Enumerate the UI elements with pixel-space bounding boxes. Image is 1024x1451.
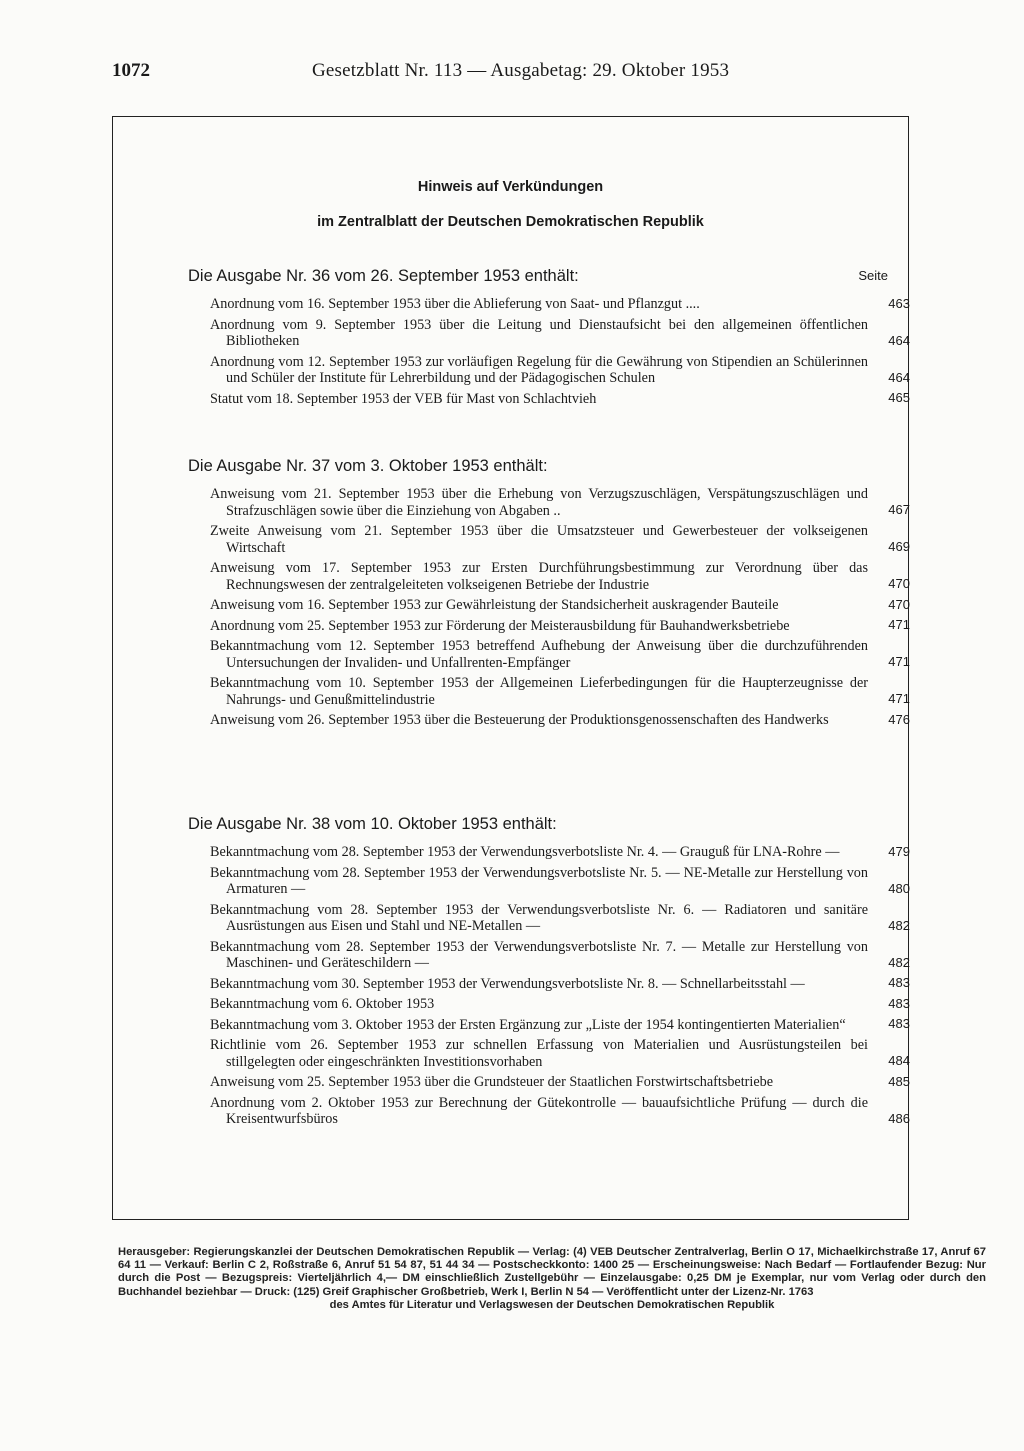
list-item [210,1094,910,1128]
entry-text: Anordnung vom 12. September 1953 zur vorläufigen Regelung für die Gewährung von Stipendien an Schülerinnen und Schüler der Institute für Lehrerbildung und der Pädagogischen Schulen [210,353,868,386]
entry-page: 484 [888,1053,910,1068]
list-item [210,596,910,614]
entry-page: 467 [888,502,910,517]
entry-page: 470 [888,596,910,612]
entry-page: 476 [888,711,910,727]
entry-page: 485 [888,1073,910,1089]
entry-text: Anordnung vom 16. September 1953 über die Ablieferung von Saat- und Pflanzgut .... [210,296,700,312]
imprint [118,1246,986,1312]
issue-heading: Die Ausgabe Nr. 37 vom 3. Oktober 1953 enthält: [188,457,548,475]
entry-page: 483 [888,1016,910,1031]
entry-text: Anordnung vom 9. September 1953 über die Leitung und Dienstaufsicht bei den allgemeinen öffentlichen Bibliotheken [210,316,868,349]
entry-page: 471 [888,654,910,669]
running-head [112,60,902,88]
entry-list [188,295,910,407]
entry-text: Bekanntmachung vom 28. September 1953 der Verwendungsverbotsliste Nr. 4. — Grauguß für LNA-Rohre — [210,844,840,860]
list-item [210,995,910,1013]
entry-page: 465 [888,390,910,405]
list-item [210,1037,910,1070]
list-item [210,1016,910,1034]
entry-text: Anweisung vom 21. September 1953 über die Erhebung von Verzugszuschlägen, Verspätungszuschlägen und Strafzuschlägen sowie über die Einziehung von Abgaben .. [210,486,868,519]
entry-text: Bekanntmachung vom 6. Oktober 1953 [210,996,435,1012]
entry-text: Bekanntmachung vom 10. September 1953 der Allgemeinen Lieferbedingungen für die Haupterzeugnisse der Nahrungs- und Genußmittelindustrie [210,675,868,708]
list-item [210,975,910,993]
entry-text: Anordnung vom 2. Oktober 1953 zur Berechnung der Gütekontrolle — bauaufsichtliche Prüfung — durch die Kreisentwurfsbüros [210,1094,868,1127]
entry-text: Anweisung vom 26. September 1953 über die Besteuerung der Produktionsgenossenschaften des Handwerks [210,712,829,728]
list-item [210,1073,910,1091]
entry-text: Zweite Anweisung vom 21. September 1953 über die Umsatzsteuer und Gewerbesteuer der volkseigenen Wirtschaft [210,523,868,556]
entry-text: Anordnung vom 25. September 1953 zur Förderung der Meisterausbildung für Bauhandwerksbetriebe [210,617,790,634]
list-item [210,843,910,861]
notice-title: Hinweis auf Verkündungen [417,179,604,195]
list-item [210,316,910,350]
notice-subtitle: im Zentralblatt der Deutschen Demokratischen Republik [317,214,704,230]
entry-page: 482 [888,954,910,970]
page-number: 1072 [112,60,150,81]
list-item [210,617,910,635]
entry-page: 471 [888,691,910,706]
entry-list [188,486,910,729]
entry-page: 464 [888,332,910,348]
list-item [210,938,910,972]
running-head-title: Gesetzblatt Nr. 113 — Ausgabetag: 29. Oktober 1953 [312,60,730,81]
list-item [210,295,910,313]
list-item [210,675,910,708]
imprint-text: Herausgeber: Regierungskanzlei der Deutschen Demokratischen Republik — Verlag: (4) VEB Deutscher Zentralverlag, Berlin O 17, Michaelkirchstraße 17, Anruf 67 64 11 — Verkauf: Berlin C 2, Roßstraße 6, Anruf 51 54 87, 51 44 34 — Postscheckkonto: 1400 25 — Erscheinungsweise: Nach Bedarf — Fortlaufender Bezug: Nur durch die Post — Bezugspreis: Vierteljährlich 4,— DM einschließlich Zustellgebühr — Einzelausgabe: 0,25 DM je Exemplar, nur vom Verlag oder durch den Buchhandel beziehbar — Druck: (125) Greif Graphischer Großbetrieb, Werk I, Berlin N 54 — Veröffentlicht unter der Lizenz-Nr. 1763 [118,1246,986,1298]
issue-37 [188,457,910,733]
entry-text: Anweisung vom 25. September 1953 über die Grundsteuer der Staatlichen Forstwirtschaftsbetriebe [210,1074,774,1090]
entry-text: Bekanntmachung vom 28. September 1953 der Verwendungsverbotsliste Nr. 6. — Radiatoren und sanitäre Ausrüstungen aus Eisen und Stahl und NE-Metallen — [210,901,868,934]
seite-column-label: Seite [858,268,888,283]
entry-text: Bekanntmachung vom 12. September 1953 betreffend Aufhebung der Anweisung über die durchzuführenden Untersuchungen der Invaliden- und Unfallrenten-Empfänger [210,638,868,671]
entry-page: 464 [888,369,910,385]
entry-page: 480 [888,880,910,896]
notice-frame [112,116,909,1220]
issue-38 [188,815,910,1132]
entry-page: 470 [888,576,910,591]
entry-text: Bekanntmachung vom 3. Oktober 1953 der Ersten Ergänzung zur „Liste der 1954 kontingentierten Materialien“ [210,1016,846,1033]
list-item [210,486,910,519]
list-item [210,560,910,593]
entry-text: Bekanntmachung vom 28. September 1953 der Verwendungsverbotsliste Nr. 5. — NE-Metalle zur Herstellung von Armaturen — [210,864,868,897]
list-item [210,523,910,556]
list-item [210,390,910,408]
entry-page: 486 [888,1110,910,1126]
list-item [210,638,910,671]
entry-text: Statut vom 18. September 1953 der VEB für Mast von Schlachtvieh [210,390,597,407]
list-item [210,901,910,935]
entry-text: Anweisung vom 16. September 1953 zur Gewährleistung der Standsicherheit auskragender Bauteile [210,597,779,613]
entry-page: 463 [888,295,910,311]
imprint-last-line: des Amtes für Literatur und Verlagswesen der Deutschen Demokratischen Republik [329,1298,775,1311]
list-item [210,864,910,898]
entry-list [188,843,910,1128]
entry-page: 483 [888,995,910,1011]
issue-heading: Die Ausgabe Nr. 38 vom 10. Oktober 1953 enthält: [188,815,557,833]
entry-text: Bekanntmachung vom 30. September 1953 der Verwendungsverbotsliste Nr. 8. — Schnellarbeitsstahl — [210,975,805,992]
entry-text: Anweisung vom 17. September 1953 zur Ersten Durchführungsbestimmung zur Verordnung über das Rechnungswesen der zentralgeleiteten volkseigenen Betriebe der Industrie [210,560,868,593]
entry-page: 483 [888,975,910,990]
issue-heading: Die Ausgabe Nr. 36 vom 26. September 1953 enthält: [188,267,579,285]
list-item [210,353,910,387]
entry-page: 471 [888,617,910,632]
entry-page: 482 [888,917,910,933]
list-item [210,711,910,729]
entry-page: 479 [888,843,910,859]
entry-text: Richtlinie vom 26. September 1953 zur schnellen Erfassung von Materialien und Ausrüstungsteilen bei stillgelegten oder eingeschränkten Investitionsvorhaben [210,1037,868,1070]
entry-text: Bekanntmachung vom 28. September 1953 der Verwendungsverbotsliste Nr. 7. — Metalle zur Herstellung von Maschinen- und Geräteschildern — [210,938,868,971]
entry-page: 469 [888,539,910,554]
